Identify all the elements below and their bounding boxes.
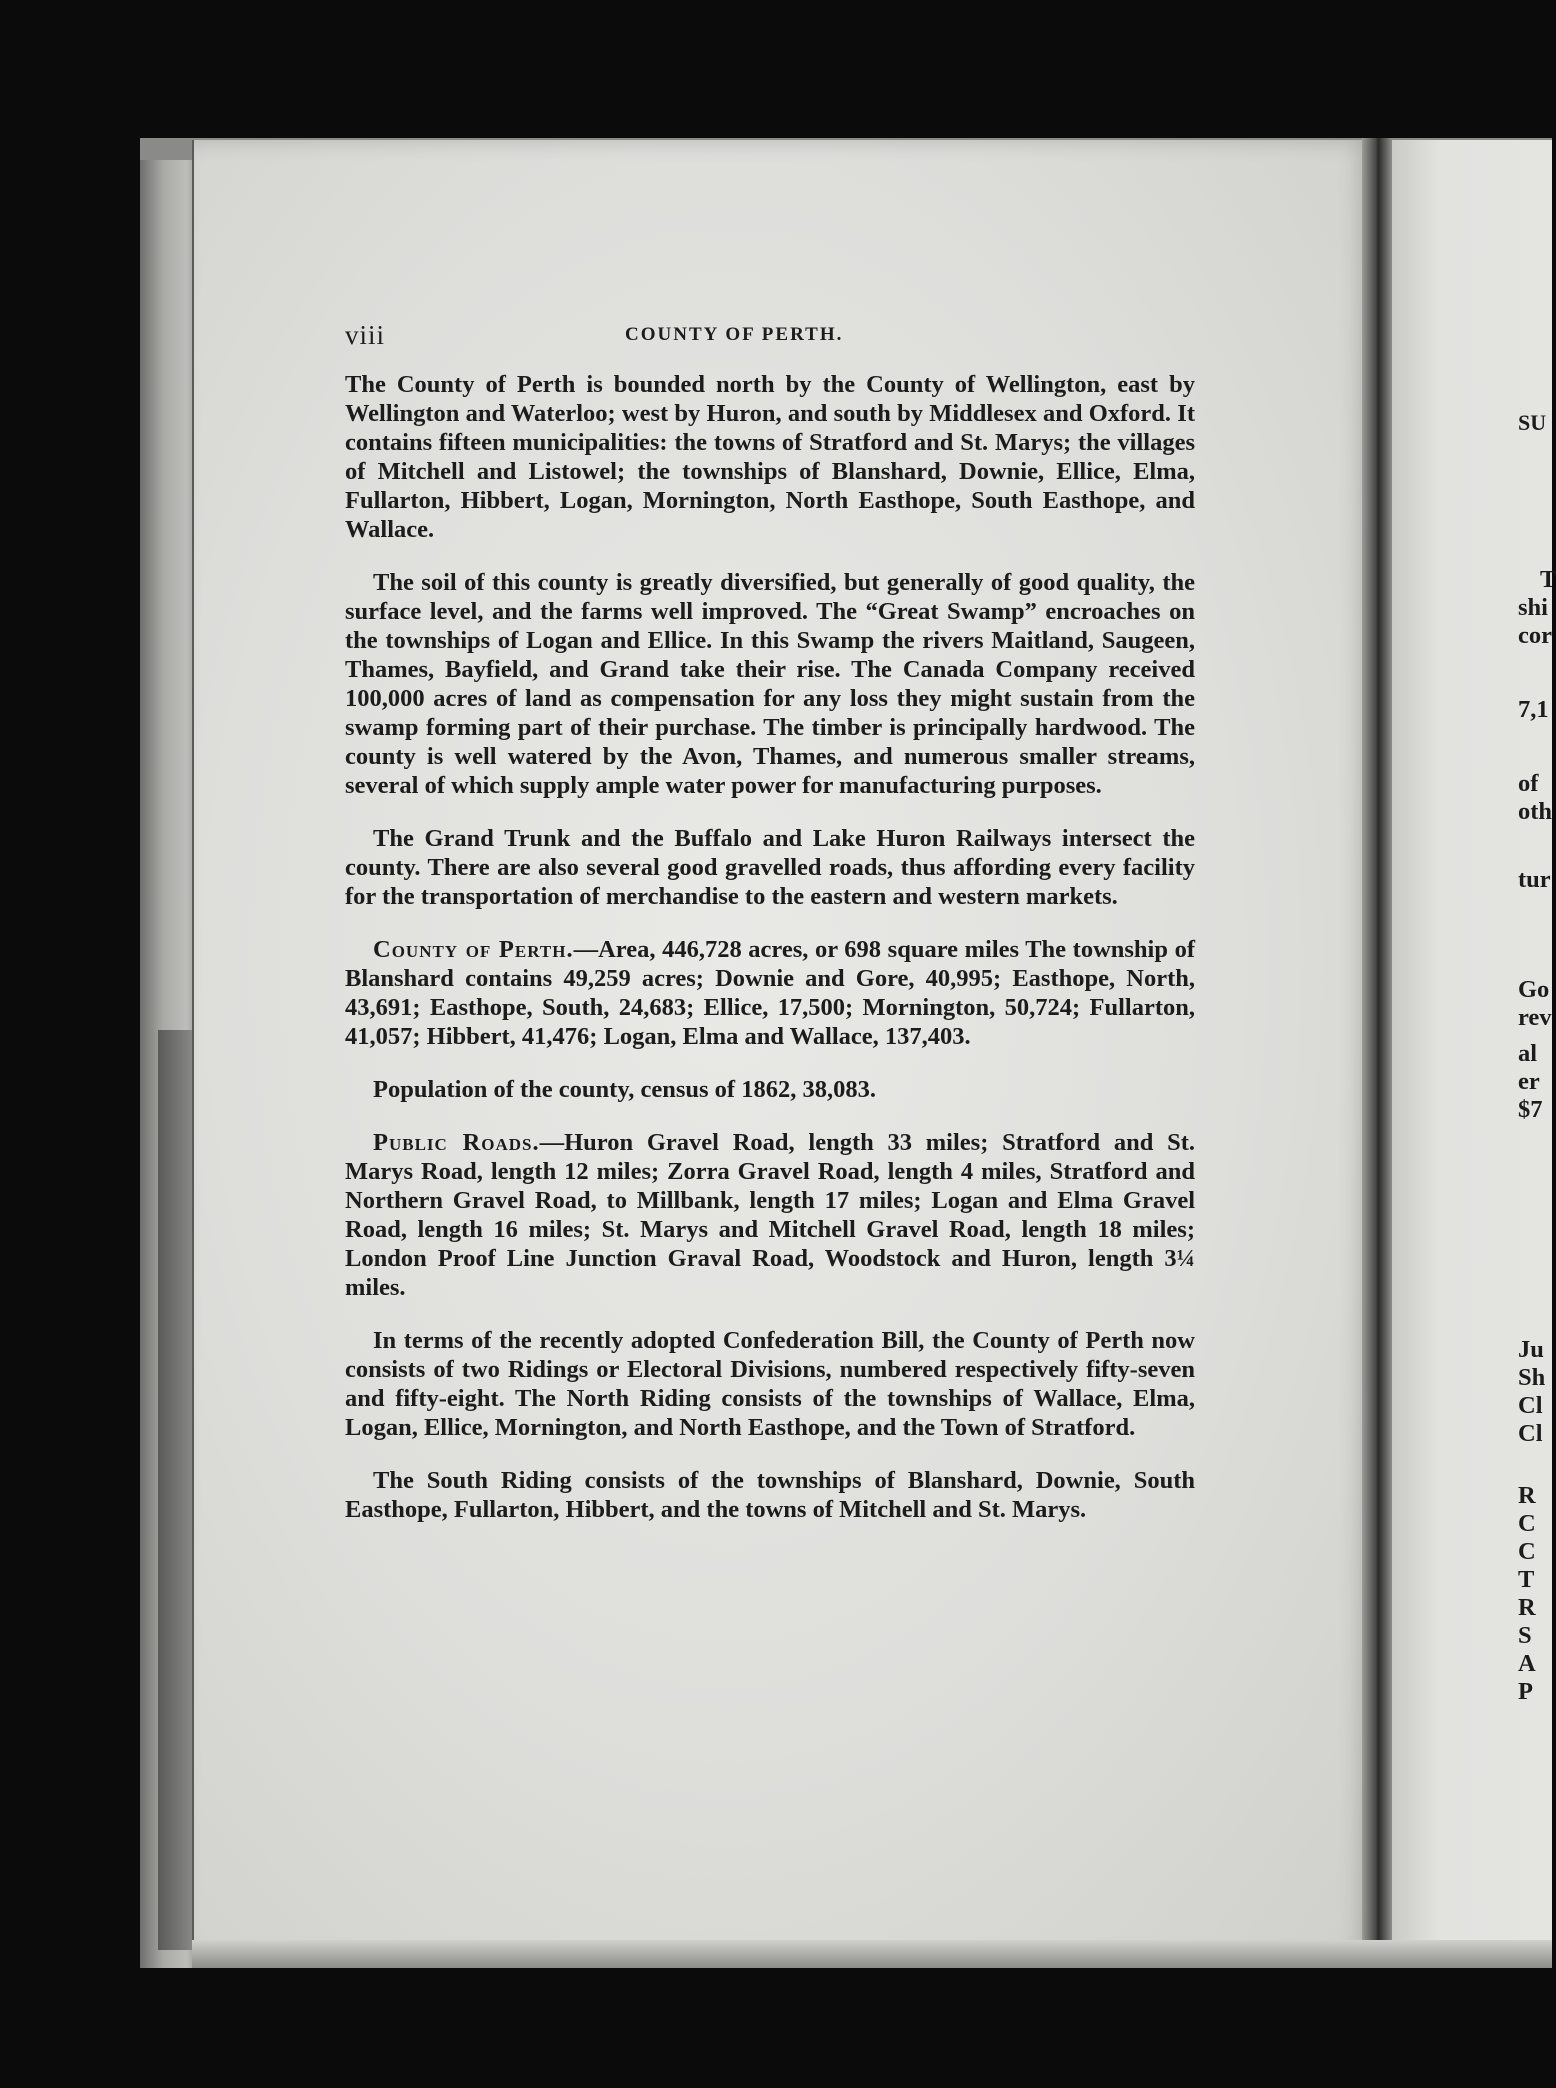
paragraph-public-roads: Public Roads.—Huron Gravel Road, length 33 miles; Stratford and St. Marys Road, length 12 miles; Zorra Gravel Road, length 4 miles, Stratford and Northern Gravel Road, to Millbank, length 17 miles; Logan and Elma Gravel Road, length 16 miles; St. Marys and Mitchell Gravel Road, length 18 miles; London Proof Line Junction Graval Road, Woodstock and Huron, length 3¼ miles.: [345, 1129, 1195, 1301]
paragraph-boundaries: The County of Perth is bounded north by the County of Wellington, east by Wellington and Waterloo; west by Huron, and south by Middlesex and Oxford. It contains fifteen municipalities: the towns of Stratford and St. Marys; the villages of Mitchell and Listowel; the townships of Blanshard, Downie, Ellice, Elma, Fullarton, Hibbert, Logan, Mornington, North Easthope, South Easthope, and Wallace.: [345, 371, 1195, 543]
paragraph-population: Population of the county, census of 1862, 38,083.: [373, 1076, 876, 1103]
right-page-fragment: rev: [1518, 1004, 1552, 1031]
right-page-fragment: Ju: [1518, 1336, 1544, 1363]
book-gutter: [1362, 138, 1392, 1968]
section-lead: Public Roads.: [373, 1129, 540, 1156]
running-title: COUNTY OF PERTH.: [625, 324, 844, 345]
right-page-fragment: 7,1: [1518, 696, 1549, 723]
right-page-fragment: T: [1518, 1566, 1535, 1593]
paragraph-north-riding: In terms of the recently adopted Confederation Bill, the County of Perth now consists of two Ridings or Electoral Divisions, numbered respectively fifty-seven and fifty-eight. The North Riding consists of the townships of Wallace, Elma, Logan, Ellice, Mornington, and North Easthope, and the Town of Stratford.: [345, 1327, 1195, 1441]
right-page-fragment: R: [1518, 1482, 1536, 1509]
right-page-fragment: C: [1518, 1510, 1536, 1537]
page-number: viii: [345, 320, 386, 350]
right-page-fragment: al: [1518, 1040, 1538, 1067]
right-page-fragment: Cl: [1518, 1392, 1543, 1419]
right-page-fragment: S: [1518, 1622, 1532, 1649]
running-head: [345, 320, 1195, 360]
right-page-fragment: C: [1518, 1538, 1536, 1565]
right-page-fragment: P: [1518, 1678, 1533, 1705]
right-page-fragment: shi: [1518, 594, 1548, 621]
paragraph-soil: The soil of this county is greatly diversified, but generally of good quality, the surface level, and the farms well improved. The “Great Swamp” encroaches on the townships of Logan and Ellice. In this Swamp the rivers Maitland, Saugeen, Thames, Bayfield, and Grand take their rise. The Canada Company received 100,000 acres of land as compensation for any loss they might sustain from the swamp forming part of their purchase. The timber is principally hardwood. The county is well watered by the Avon, Thames, and numerous smaller streams, several of which supply ample water power for manufacturing purposes.: [345, 569, 1195, 799]
right-page-fragment: Go: [1518, 976, 1550, 1003]
right-page-fragment: er: [1518, 1068, 1540, 1095]
right-page-fragment: oth: [1518, 798, 1553, 825]
right-page-fragment: tur: [1518, 866, 1551, 893]
page-bottom-edge: [192, 1940, 1552, 1968]
section-lead: County of Perth.: [373, 936, 574, 963]
right-page-fragment: cor: [1518, 622, 1552, 649]
right-page-fragment: T: [1540, 566, 1556, 593]
paragraph-south-riding: The South Riding consists of the townships of Blanshard, Downie, South Easthope, Fullarton, Hibbert, and the towns of Mitchell and St. Marys.: [345, 1467, 1195, 1523]
right-page-fragment: Cl: [1518, 1420, 1543, 1447]
right-page-fragment: of: [1518, 770, 1539, 797]
right-page-fragment: SU: [1518, 410, 1547, 435]
paragraph-railways: The Grand Trunk and the Buffalo and Lake Huron Railways intersect the county. There are also several good gravelled roads, thus affording every facility for the transportation of merchandise to the eastern and western markets.: [345, 825, 1195, 910]
right-page-fragment: Sh: [1518, 1364, 1546, 1391]
right-page-fragment: $7: [1518, 1096, 1543, 1123]
paragraph-area: County of Perth.—Area, 446,728 acres, or 698 square miles The township of Blanshard contains 49,259 acres; Downie and Gore, 40,995; Easthope, North, 43,691; Easthope, South, 24,683; Ellice, 17,500; Mornington, 50,724; Fullarton, 41,057; Hibbert, 41,476; Logan, Elma and Wallace, 137,403.: [345, 936, 1195, 1050]
right-page-fragment: A: [1518, 1650, 1536, 1677]
page-text: [345, 320, 1195, 1548]
right-page-fragment: R: [1518, 1594, 1536, 1621]
